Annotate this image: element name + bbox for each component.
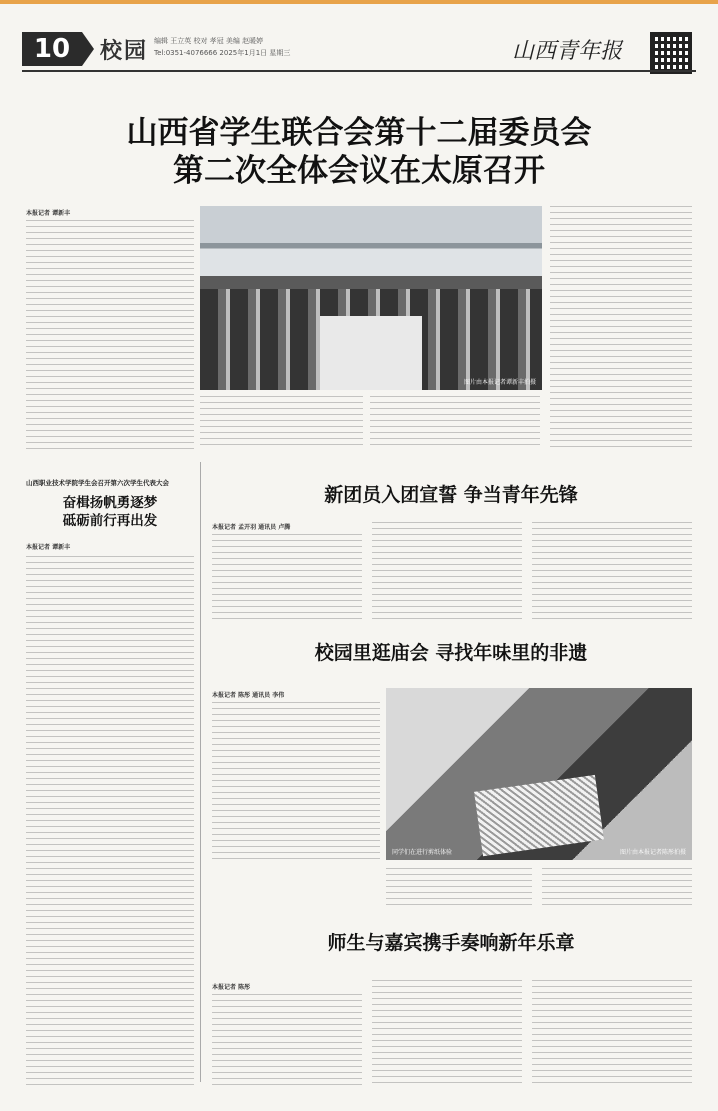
- paper-photo-caption-left: 同学们在进行剪纸体验: [392, 849, 453, 856]
- article3-text-col1: [212, 702, 380, 862]
- paper-cutting-photo: [386, 688, 692, 860]
- side-byline: 本报记者 谭新丰: [26, 544, 71, 551]
- article2-headline: 新团员入团宣誓 争当青年先锋: [324, 484, 578, 506]
- article4-headline: 师生与嘉宾携手奏响新年乐章: [327, 932, 575, 954]
- article2-text-col3: [532, 522, 692, 624]
- side-article-headline: [26, 494, 194, 530]
- main-article-text-col3: [370, 396, 540, 450]
- qr-code-icon: [650, 32, 692, 74]
- newspaper-page: [22, 22, 696, 1090]
- article2-text-col2: [372, 522, 522, 624]
- editor-credits: 编辑 王立英 校对 孝冠 美编 赵暖婷: [154, 37, 264, 45]
- article2-byline: 本报记者 孟开羽 通讯员 卢腾: [212, 524, 291, 531]
- main-headline-line2: 第二次全体会议在太原召开: [173, 153, 545, 189]
- meeting-photo-caption: 图片由本报记者谭新丰拍摄: [463, 379, 536, 386]
- main-article-text-col4: [550, 206, 692, 450]
- meeting-photo: [200, 206, 542, 390]
- paper-photo-caption-right: 图片由本报记者陈彤拍摄: [619, 849, 686, 856]
- side-article-text: [26, 556, 194, 1086]
- masthead-logo: 山西青年报: [512, 39, 623, 64]
- page-header: [22, 32, 696, 72]
- tel-and-date: Tel:0351-4076666 2025年1月1日 星期三: [154, 49, 291, 57]
- main-headline-line1: 山西省学生联合会第十二届委员会: [126, 115, 592, 151]
- main-article-text-col2: [200, 396, 363, 450]
- article3-text-col3: [542, 868, 692, 908]
- article4-text-col1: [212, 994, 362, 1086]
- side-headline-line1: 奋楫扬帆勇逐梦: [62, 495, 158, 511]
- article4-byline: 本报记者 陈彤: [212, 984, 251, 991]
- top-accent-line: [0, 0, 718, 4]
- side-article-kicker: 山西职业技术学院学生会召开第六次学生代表大会: [26, 479, 169, 487]
- section-name: 校园: [100, 38, 149, 64]
- page-number-arrow: [82, 32, 94, 66]
- article2-text-col1: [212, 534, 362, 624]
- page-number: 10: [22, 32, 82, 66]
- side-headline-line2: 砥砺前行再出发: [62, 513, 158, 529]
- article3-byline: 本报记者 陈彤 通讯员 李伟: [212, 692, 285, 699]
- main-byline: 本报记者 谭新丰: [26, 210, 71, 217]
- article4-text-col2: [372, 980, 522, 1086]
- article3-text-col2: [386, 868, 532, 908]
- article3-headline: 校园里逛庙会 寻找年味里的非遗: [314, 642, 588, 664]
- column-divider: [200, 462, 201, 1082]
- main-headline: [22, 114, 696, 190]
- article4-text-col3: [532, 980, 692, 1086]
- main-article-text-col1: [26, 220, 194, 450]
- header-rule: [22, 70, 696, 72]
